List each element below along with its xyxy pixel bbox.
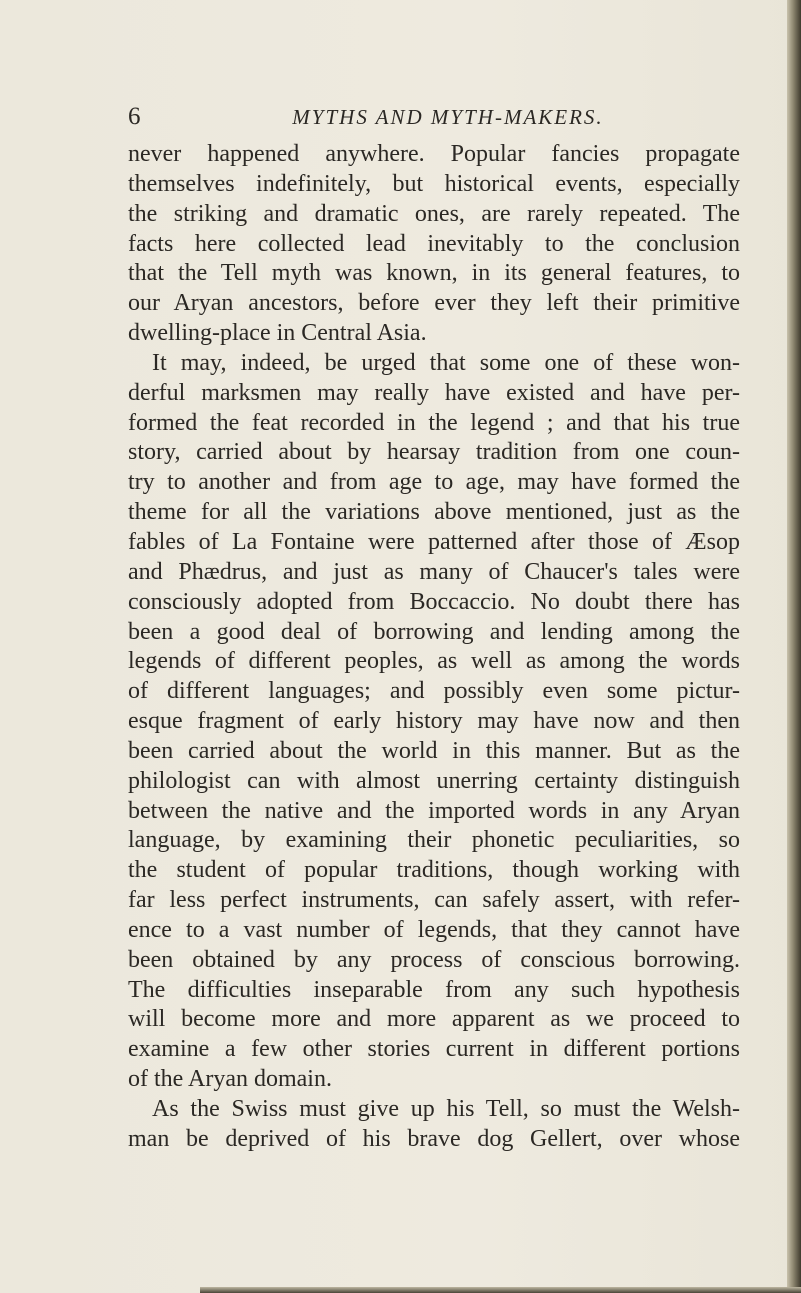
text-line: consciously adopted from Boccaccio. No doubt there has xyxy=(128,588,740,615)
text-line: It may, indeed, be urged that some one of these won- xyxy=(152,349,740,376)
text-line: legends of different peoples, as well as among the words xyxy=(128,648,740,675)
text-line: themselves indefinitely, but historical events, especially xyxy=(128,170,740,197)
page-header xyxy=(128,102,738,134)
text-line: As the Swiss must give up his Tell, so must the Welsh- xyxy=(152,1096,740,1122)
page-edge-shadow xyxy=(787,0,801,1293)
text-line: try to another and from age to age, may have formed the xyxy=(128,469,740,496)
text-line: The difficulties inseparable from any such hypothesis xyxy=(128,976,740,1003)
text-line: been obtained by any process of conscious borrowing. xyxy=(128,946,740,973)
text-line: been carried about the world in this manner. But as the xyxy=(128,737,740,764)
text-line: theme for all the variations above mentioned, just as the xyxy=(128,499,740,526)
text-line: the student of popular traditions, though working with xyxy=(128,857,740,884)
text-line: been a good deal of borrowing and lending among the xyxy=(128,618,740,645)
text-line: fables of La Fontaine were patterned after those of Æsop xyxy=(128,528,740,555)
text-line: of different languages; and possibly even some pictur- xyxy=(128,678,740,705)
body-text xyxy=(128,140,740,1155)
text-line: never happened anywhere. Popular fancies propagate xyxy=(128,141,740,167)
text-line: of the Aryan domain. xyxy=(128,1066,332,1093)
text-line: man be deprived of his brave dog Gellert, over whose xyxy=(128,1125,740,1152)
text-line: our Aryan ancestors, before ever they left their primitive xyxy=(128,290,740,317)
text-line: the striking and dramatic ones, are rarely repeated. The xyxy=(128,200,740,227)
text-line: examine a few other stories current in different portions xyxy=(128,1036,740,1063)
page-number: 6 xyxy=(128,103,141,130)
running-head: MYTHS AND MYTH-MAKERS. xyxy=(292,105,604,129)
text-line: and Phædrus, and just as many of Chaucer's tales were xyxy=(128,558,740,585)
text-line: story, carried about by hearsay tradition from one coun- xyxy=(128,439,740,466)
text-line: between the native and the imported words in any Aryan xyxy=(128,797,740,824)
text-line: far less perfect instruments, can safely assert, with refer- xyxy=(128,887,740,914)
text-line: will become more and more apparent as we proceed to xyxy=(128,1006,740,1033)
text-line: language, by examining their phonetic peculiarities, so xyxy=(128,827,740,854)
text-line: that the Tell myth was known, in its general features, to xyxy=(128,260,740,287)
text-line: facts here collected lead inevitably to the conclusion xyxy=(128,230,740,257)
text-line: dwelling-place in Central Asia. xyxy=(128,320,427,347)
text-line: formed the feat recorded in the legend ; and that his true xyxy=(128,409,740,436)
text-line: derful marksmen may really have existed and have per- xyxy=(128,379,740,406)
text-line: esque fragment of early history may have now and then xyxy=(128,708,740,735)
text-line: ence to a vast number of legends, that they cannot have xyxy=(128,916,740,943)
page-bottom-edge xyxy=(200,1287,801,1293)
text-line: philologist can with almost unerring certainty distinguish xyxy=(128,767,740,794)
